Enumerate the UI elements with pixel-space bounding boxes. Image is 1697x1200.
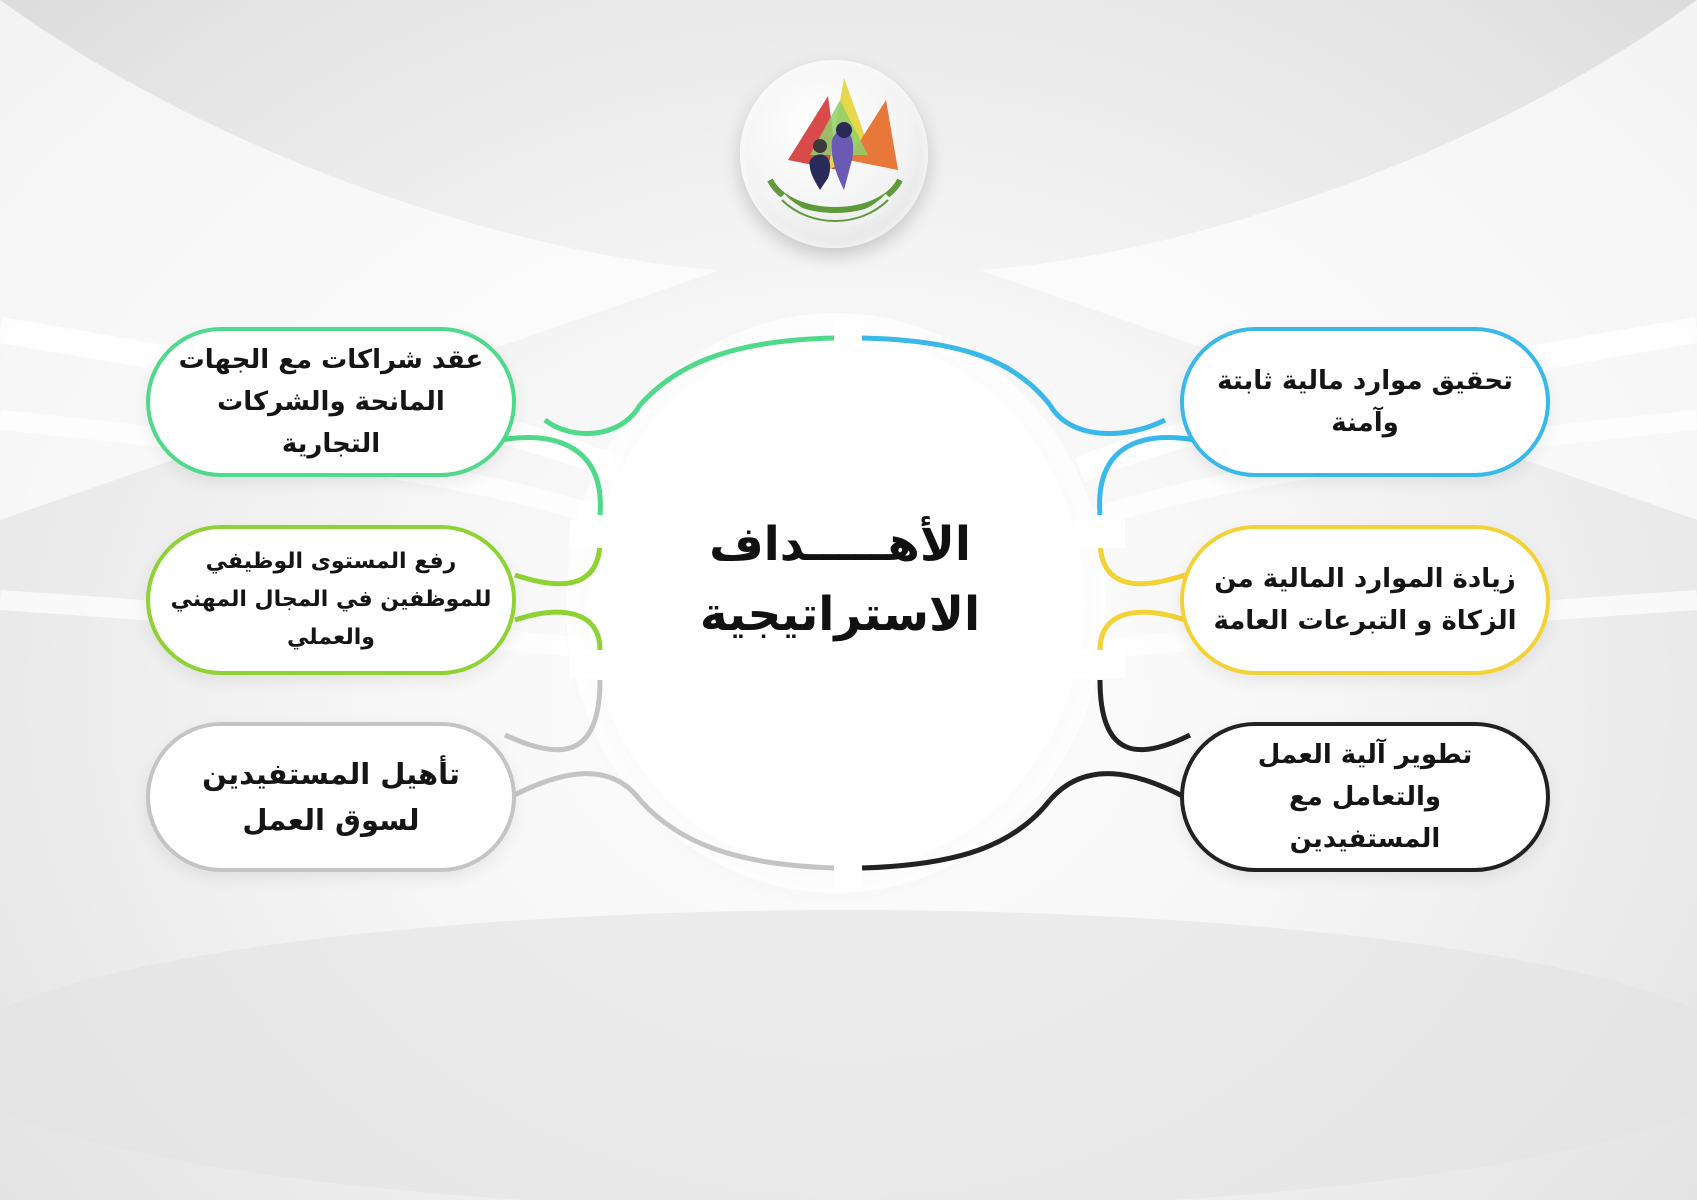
goal-text: زيادة الموارد المالية من الزكاة و التبرعات العامة: [1213, 564, 1517, 636]
connector-right-1b: [1100, 438, 1195, 515]
goal-text: تأهيل المستفيدين لسوق العمل: [202, 757, 460, 837]
center-title-line1: الأهـــــداف: [709, 517, 971, 572]
connector-left-3: [505, 680, 600, 750]
goal-text: تطوير آلية العمل والتعامل مع المستفيدين: [1257, 740, 1473, 854]
connector-right-3: [1100, 680, 1190, 750]
connector-left-1b: [500, 438, 600, 515]
organization-logo: [740, 60, 928, 248]
goal-zakat-donations: [1180, 525, 1550, 675]
goal-stable-resources: [1180, 327, 1550, 477]
goal-staff-development: [146, 525, 516, 675]
goal-text: رفع المستوى الوظيفي للموظفين في المجال المهني والعملي: [170, 549, 492, 650]
organization-logo-icon: [740, 60, 928, 248]
ring-arc-green: [640, 338, 835, 405]
connector-left-3b: [505, 774, 640, 800]
goal-beneficiary-qualification: [146, 722, 516, 872]
connector-right-3b: [1050, 774, 1190, 800]
ring-arc-gray: [640, 800, 835, 868]
ring-arc-black: [862, 800, 1050, 868]
ring-arc-blue: [862, 338, 1050, 405]
connector-right-1: [1050, 405, 1165, 434]
goal-text: تحقيق موارد مالية ثابتة وآمنة: [1217, 366, 1513, 438]
goal-work-mechanism: [1180, 722, 1550, 872]
connector-left-1: [545, 405, 640, 434]
goal-text: عقد شراكات مع الجهات المانحة والشركات التجارية: [178, 345, 484, 459]
center-title-line2: الاستراتيجية: [699, 587, 981, 642]
goal-partnerships: [146, 327, 516, 477]
connector-left-2b: [515, 612, 600, 650]
connector-right-2b: [1100, 612, 1185, 650]
center-title: [600, 510, 1080, 650]
